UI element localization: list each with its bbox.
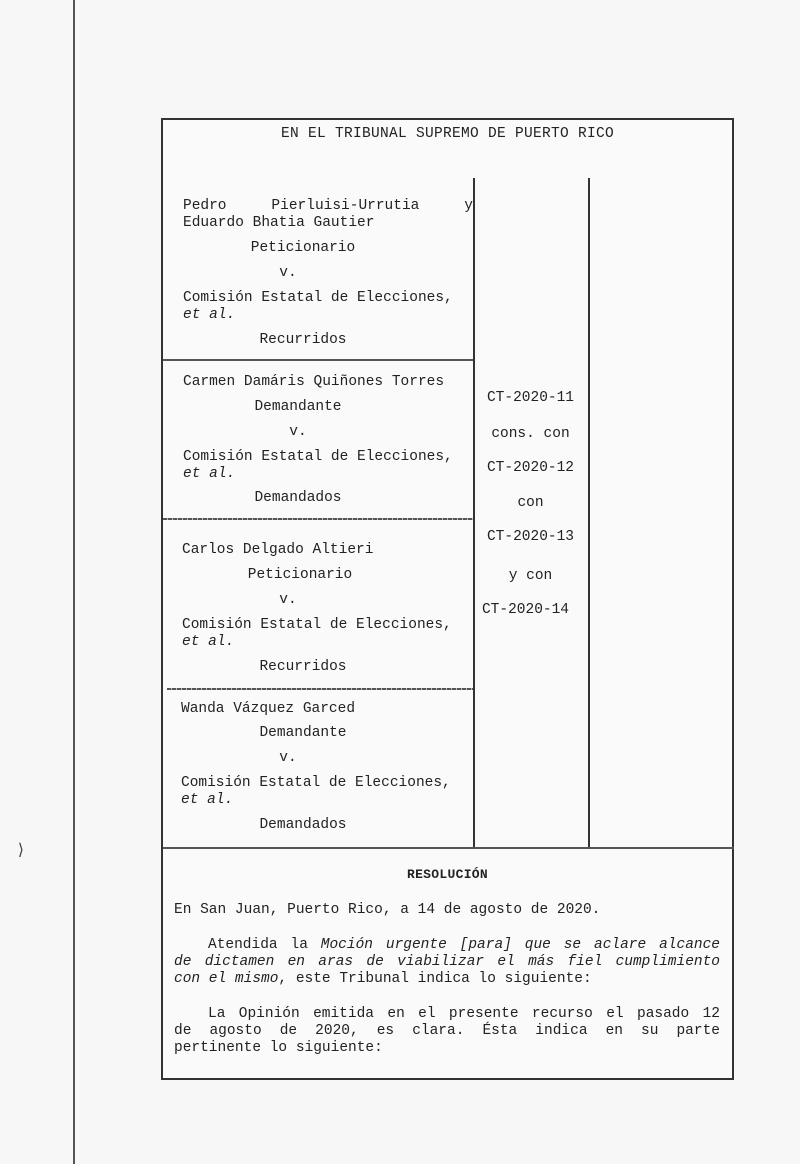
para2-line1: La Opinión emitida en el presente recurso el pasado 12 — [208, 1006, 720, 1022]
case1-opponent-role: Recurridos — [259, 332, 347, 348]
caption-frame — [161, 118, 734, 1080]
para1-lead: Atendida la — [208, 937, 321, 953]
case1-opponent: Comisión Estatal de Elecciones, — [183, 290, 453, 306]
case-separator-2 — [163, 518, 473, 520]
case-number-connector-3: y con — [508, 568, 553, 584]
para1-line2 — [174, 954, 720, 971]
case1-role: Peticionario — [250, 240, 356, 256]
case3-etal — [182, 634, 234, 651]
case2-versus: v. — [289, 424, 307, 440]
case4-etal-text: et al. — [181, 792, 234, 808]
para1-line1 — [174, 937, 720, 954]
case4-etal — [181, 792, 233, 809]
case-number-3: CT-2020-13 — [486, 529, 574, 545]
case1-versus: v. — [279, 265, 297, 281]
case3-opponent: Comisión Estatal de Elecciones, — [182, 617, 452, 633]
case-number-connector-1: cons. con — [491, 426, 570, 442]
resolution-place-date — [174, 902, 720, 919]
case3-versus: v. — [279, 592, 297, 608]
case2-party: Carmen Damáris Quiñones Torres — [183, 374, 445, 390]
margin-mark: ⟩ — [16, 842, 26, 860]
case-number-4: CT-2020-14 — [481, 602, 569, 618]
case3-opponent-role: Recurridos — [259, 659, 347, 675]
case1-party-line1: Pedro Pierluisi-Urrutia y — [183, 198, 473, 214]
resolution-title: RESOLUCIÓN — [406, 867, 488, 882]
para1-italic1: Moción urgente [para] que se aclare alcance — [320, 937, 720, 953]
case4-party: Wanda Vázquez Garced — [181, 701, 356, 717]
case2-opponent: Comisión Estatal de Elecciones, — [183, 449, 453, 465]
case2-etal — [183, 466, 235, 483]
case-number-connector-2: con — [517, 495, 544, 511]
case-separator-3 — [167, 688, 473, 690]
caption-bottom-rule — [163, 847, 734, 849]
case3-etal-text: et al. — [182, 634, 235, 650]
column-divider-left — [473, 178, 475, 847]
resolution-paragraph-1 — [174, 937, 720, 988]
para1-line2-text: de dictamen en aras de viabilizar el más fiel cumplimiento — [174, 954, 720, 970]
court-title: EN EL TRIBUNAL SUPREMO DE PUERTO RICO — [280, 126, 615, 142]
page-margin-rule — [73, 0, 75, 1164]
place-date-text: En San Juan, Puerto Rico, a 14 de agosto de 2020. — [174, 902, 601, 918]
case-number-1: CT-2020-11 — [486, 390, 574, 406]
case4-opponent: Comisión Estatal de Elecciones, — [181, 775, 451, 791]
case3-role: Peticionario — [247, 567, 353, 583]
case2-etal-text: et al. — [183, 466, 236, 482]
case-number-2: CT-2020-12 — [486, 460, 574, 476]
case1-etal — [183, 307, 235, 324]
resolution-paragraph-2 — [174, 1006, 720, 1057]
case2-opponent-role: Demandados — [254, 490, 342, 506]
case4-role: Demandante — [259, 725, 347, 741]
case-separator-1 — [163, 359, 473, 361]
case2-role: Demandante — [254, 399, 342, 415]
case1-etal-text: et al. — [183, 307, 236, 323]
para2-line3: pertinente lo siguiente: — [174, 1040, 383, 1056]
para1-rest3: , este Tribunal indica lo siguiente: — [278, 971, 592, 987]
para1-italic3: con el mismo — [174, 971, 279, 987]
case1-party-line2: Eduardo Bhatia Gautier — [183, 215, 375, 231]
case3-party: Carlos Delgado Altieri — [182, 542, 374, 558]
case4-versus: v. — [279, 750, 297, 766]
case4-opponent-role: Demandados — [259, 817, 347, 833]
para2-line2: de agosto de 2020, es clara. Ésta indica en su parte — [174, 1023, 720, 1039]
column-divider-right — [588, 178, 590, 847]
para1-line3 — [174, 971, 720, 988]
